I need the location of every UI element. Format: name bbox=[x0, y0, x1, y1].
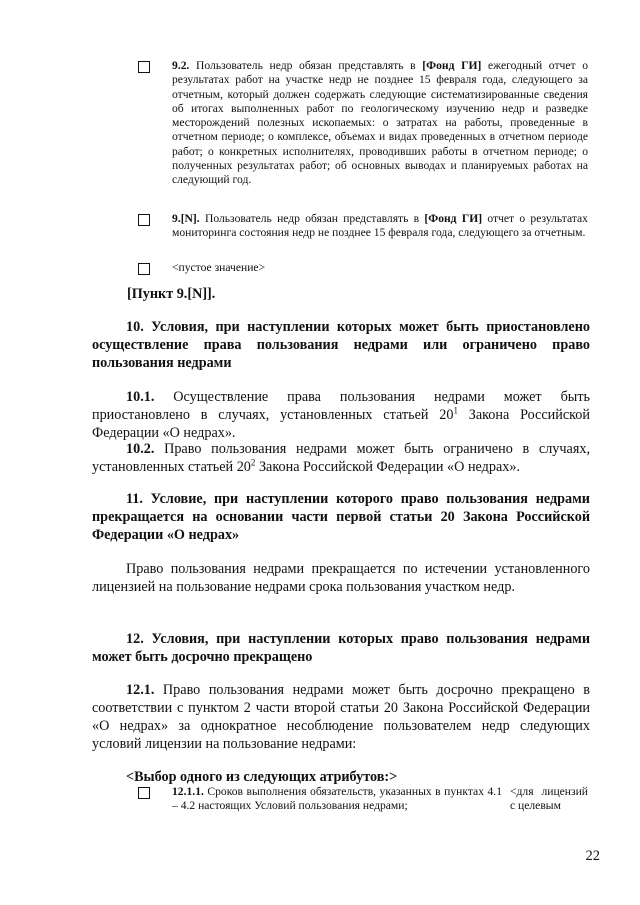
section-12-heading: 12. Условия, при наступлении которых право пользования недрами может быть досрочно прекращено bbox=[92, 631, 590, 665]
point-label: [Пункт 9.[N]]. bbox=[127, 286, 216, 302]
checkbox-9-2[interactable] bbox=[138, 61, 150, 73]
attribute-choice-label: <Выбор одного из следующих атрибутов:> bbox=[126, 769, 398, 785]
option-9-n-placeholder: [Фонд ГИ] bbox=[424, 212, 483, 225]
section-12-1: 12.1. Право пользования недрами может быть досрочно прекращено в соответствии с пунктом 2 части второй статьи 20 Закона Российской Федерации «О недрах» за однократное несоблюдение пользователем недр следующих условий лицензии на пользование недрами: bbox=[92, 682, 590, 752]
option-9-2 bbox=[128, 59, 588, 188]
option-9-n-text: 9.[N]. Пользователь недр обязан представлять в [Фонд ГИ] отчет о результатах мониторинга состояния недр не позднее 15 февраля года, следующего за отчетным. bbox=[172, 212, 588, 240]
option-12-1-1-note: <для лицензий с целевым bbox=[510, 785, 588, 813]
section-11-paragraph: Право пользования недрами прекращается по истечении установленного лицензией на пользование недрами срока пользования участком недр. bbox=[92, 561, 590, 595]
checkbox-12-1-1[interactable] bbox=[138, 787, 150, 799]
option-9-2-text: 9.2. Пользователь недр обязан представлять в [Фонд ГИ] ежегодный отчет о результатах работ на участке недр не позднее 15 февраля года, следующего за отчетным, который должен содержать следующие систематизированные сведения об итогах выполненных работ по геологическому изучению недр и разведке месторождений полезных ископаемых: о затратах на работы, проведенные в отчетном периоде; о комплексе, объемах и видах проведенных в отчетном периоде работ; о конкретных исполнителях, проводивших работы в отчетном периоде; о полученных результатах работ; об основных выводах и планируемых работах на следующий год. bbox=[172, 59, 588, 187]
option-empty-text: <пустое значение> bbox=[172, 261, 266, 274]
option-9-n bbox=[128, 212, 588, 241]
option-9-2-placeholder: [Фонд ГИ] bbox=[422, 59, 482, 72]
option-12-1-1-text: 12.1.1. Сроков выполнения обязательств, указанных в пунктах 4.1 – 4.2 настоящих Условий пользования недрами; bbox=[172, 785, 502, 813]
option-empty bbox=[128, 261, 588, 275]
section-11-heading: 11. Условие, при наступлении которого право пользования недрами прекращается на основании части первой статьи 20 Закона Российской Федерации «О недрах» bbox=[92, 491, 590, 543]
section-10-heading: 10. Условия, при наступлении которых может быть приостановлено осуществление права пользования недрами или ограничено право пользования недрами bbox=[92, 319, 590, 371]
section-10-1: 10.1. Осуществление права пользования недрами может быть приостановлено в случаях, установленных статьей $20^1$ Закона Российской Федерации «О недрах». bbox=[92, 389, 590, 441]
page-number: 22 bbox=[585, 848, 600, 864]
option-9-2-number: 9.2. bbox=[172, 59, 190, 72]
checkbox-empty[interactable] bbox=[138, 263, 150, 275]
checkbox-9-n[interactable] bbox=[138, 214, 150, 226]
section-10-2: 10.2. Право пользования недрами может быть ограничено в случаях, установленных статьей $20^2$ Закона Российской Федерации «О недрах». bbox=[92, 441, 590, 475]
option-9-n-number: 9.[N]. bbox=[172, 212, 200, 225]
